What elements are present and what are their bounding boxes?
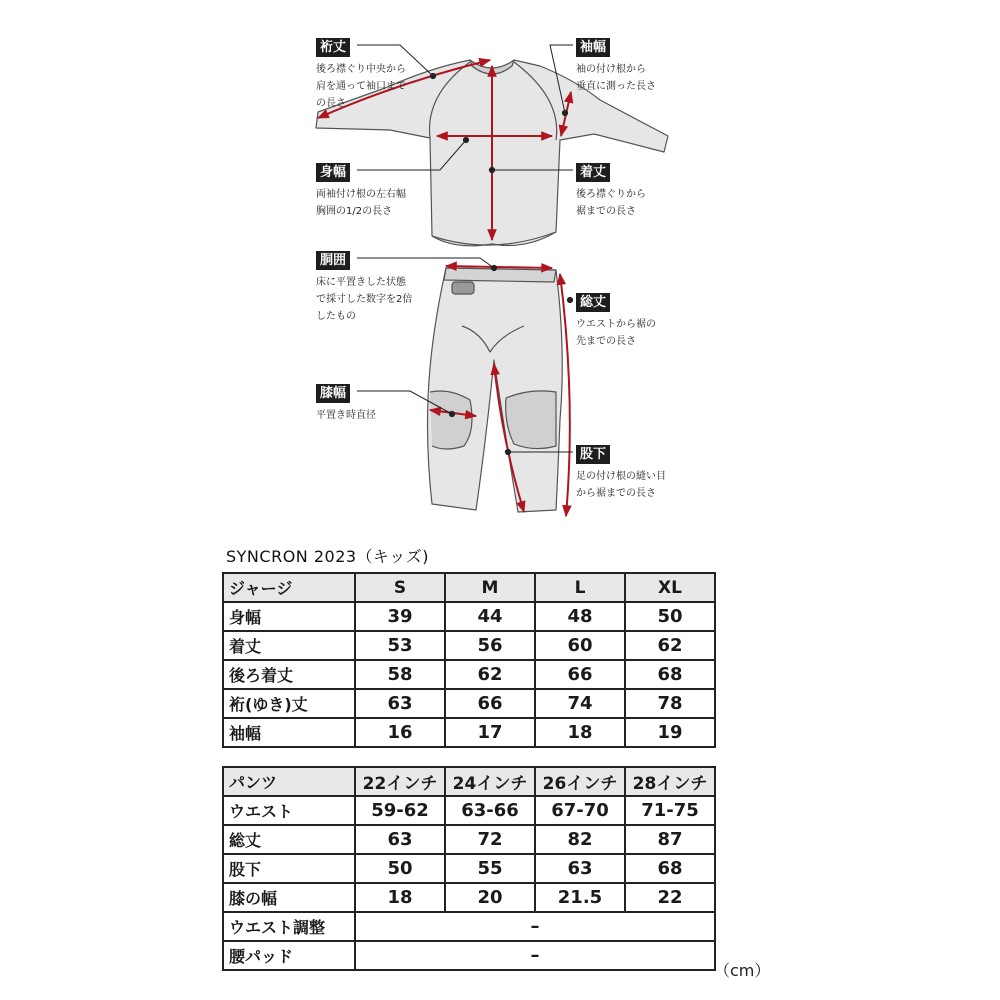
callout-hizahaba: [316, 382, 376, 424]
callout-soutake: [576, 291, 656, 350]
callout-description: 袖の付け根から 垂直に測った長さ: [576, 64, 656, 92]
table-cell: 66: [445, 689, 535, 718]
table-cell: 21.5: [535, 883, 625, 912]
callout-matashita: [576, 443, 666, 502]
callout-description: 後ろ襟ぐり中央から 肩を通って袖口まで の長さ: [316, 64, 406, 109]
pants-illustration: [428, 268, 563, 512]
table-cell: 63: [355, 689, 445, 718]
row-label: 膝の幅: [223, 883, 355, 912]
header-cell: L: [535, 573, 625, 602]
table-cell: 39: [355, 602, 445, 631]
row-label: ウエスト: [223, 796, 355, 825]
callout-kitake: [576, 161, 646, 220]
table-header-row: [223, 767, 715, 796]
table-cell: 59-62: [355, 796, 445, 825]
table-cell: 20: [445, 883, 535, 912]
header-cell: XL: [625, 573, 715, 602]
table-cell: 68: [625, 660, 715, 689]
table-cell: 71-75: [625, 796, 715, 825]
table-cell: 55: [445, 854, 535, 883]
callout-tag: 着丈: [576, 163, 610, 182]
callout-description: 床に平置きした状態 で採寸した数字を2倍 したもの: [316, 277, 413, 322]
row-label: 総丈: [223, 825, 355, 854]
table-row: [223, 660, 715, 689]
table-cell: 18: [535, 718, 625, 747]
callout-tag: 袖幅: [576, 38, 610, 57]
callout-tag: 膝幅: [316, 384, 350, 403]
header-cell: S: [355, 573, 445, 602]
callout-tag: 総丈: [576, 293, 610, 312]
callout-description: 両袖付け根の左右幅 胸囲の1/2の長さ: [316, 189, 406, 217]
table-row: [223, 854, 715, 883]
callout-tag: 身幅: [316, 163, 350, 182]
table-cell: 60: [535, 631, 625, 660]
table-cell: 17: [445, 718, 535, 747]
table-cell: –: [355, 941, 715, 970]
header-cell: 22インチ: [355, 767, 445, 796]
row-label: 股下: [223, 854, 355, 883]
callout-yuki: [316, 36, 406, 112]
size-chart-title: SYNCRON 2023（キッズ): [226, 547, 429, 566]
table-cell: 87: [625, 825, 715, 854]
header-cell: パンツ: [223, 767, 355, 796]
table-cell: 66: [535, 660, 625, 689]
table-cell: 16: [355, 718, 445, 747]
callout-description: 後ろ襟ぐりから 裾までの長さ: [576, 189, 646, 217]
table-row: [223, 602, 715, 631]
callout-tag: 裄丈: [316, 38, 350, 57]
table-cell: 18: [355, 883, 445, 912]
table-cell: 50: [355, 854, 445, 883]
unit-label: （cm）: [714, 961, 771, 980]
row-label: 袖幅: [223, 718, 355, 747]
table-cell: 63: [535, 854, 625, 883]
table-cell: 58: [355, 660, 445, 689]
callout-tag: 股下: [576, 445, 610, 464]
row-label: 腰パッド: [223, 941, 355, 970]
table-cell: 44: [445, 602, 535, 631]
table-row: [223, 631, 715, 660]
table-cell: 62: [445, 660, 535, 689]
row-label: 後ろ着丈: [223, 660, 355, 689]
header-cell: 28インチ: [625, 767, 715, 796]
table-row: [223, 912, 715, 941]
table-cell: 56: [445, 631, 535, 660]
table-cell: 48: [535, 602, 625, 631]
table-row: [223, 883, 715, 912]
table-cell: 19: [625, 718, 715, 747]
table-cell: 78: [625, 689, 715, 718]
row-label: 裄(ゆき)丈: [223, 689, 355, 718]
table-header-row: [223, 573, 715, 602]
callout-tag: 胴囲: [316, 251, 350, 270]
table-cell: 68: [625, 854, 715, 883]
callout-description: 足の付け根の縫い目 から裾までの長さ: [576, 471, 666, 499]
table-row: [223, 796, 715, 825]
table-cell: 74: [535, 689, 625, 718]
table-cell: 63: [355, 825, 445, 854]
callout-doumawari: [316, 249, 412, 325]
table-cell: 50: [625, 602, 715, 631]
table-cell: 62: [625, 631, 715, 660]
header-cell: 26インチ: [535, 767, 625, 796]
jersey-size-table: [222, 572, 716, 748]
table-cell: 72: [445, 825, 535, 854]
table-row: [223, 689, 715, 718]
table-cell: 53: [355, 631, 445, 660]
header-cell: 24インチ: [445, 767, 535, 796]
pants-size-table: [222, 766, 716, 971]
header-cell: ジャージ: [223, 573, 355, 602]
callout-sodehaba: [576, 36, 656, 95]
callout-description: ウエストから裾の 先までの長さ: [576, 319, 656, 347]
table-row: [223, 718, 715, 747]
table-row: [223, 941, 715, 970]
table-cell: 82: [535, 825, 625, 854]
callout-description: 平置き時直径: [316, 410, 376, 421]
callout-mihaba: [316, 161, 406, 220]
table-cell: 67-70: [535, 796, 625, 825]
table-cell: –: [355, 912, 715, 941]
row-label: 着丈: [223, 631, 355, 660]
table-row: [223, 825, 715, 854]
row-label: ウエスト調整: [223, 912, 355, 941]
table-cell: 63-66: [445, 796, 535, 825]
header-cell: M: [445, 573, 535, 602]
row-label: 身幅: [223, 602, 355, 631]
table-cell: 22: [625, 883, 715, 912]
